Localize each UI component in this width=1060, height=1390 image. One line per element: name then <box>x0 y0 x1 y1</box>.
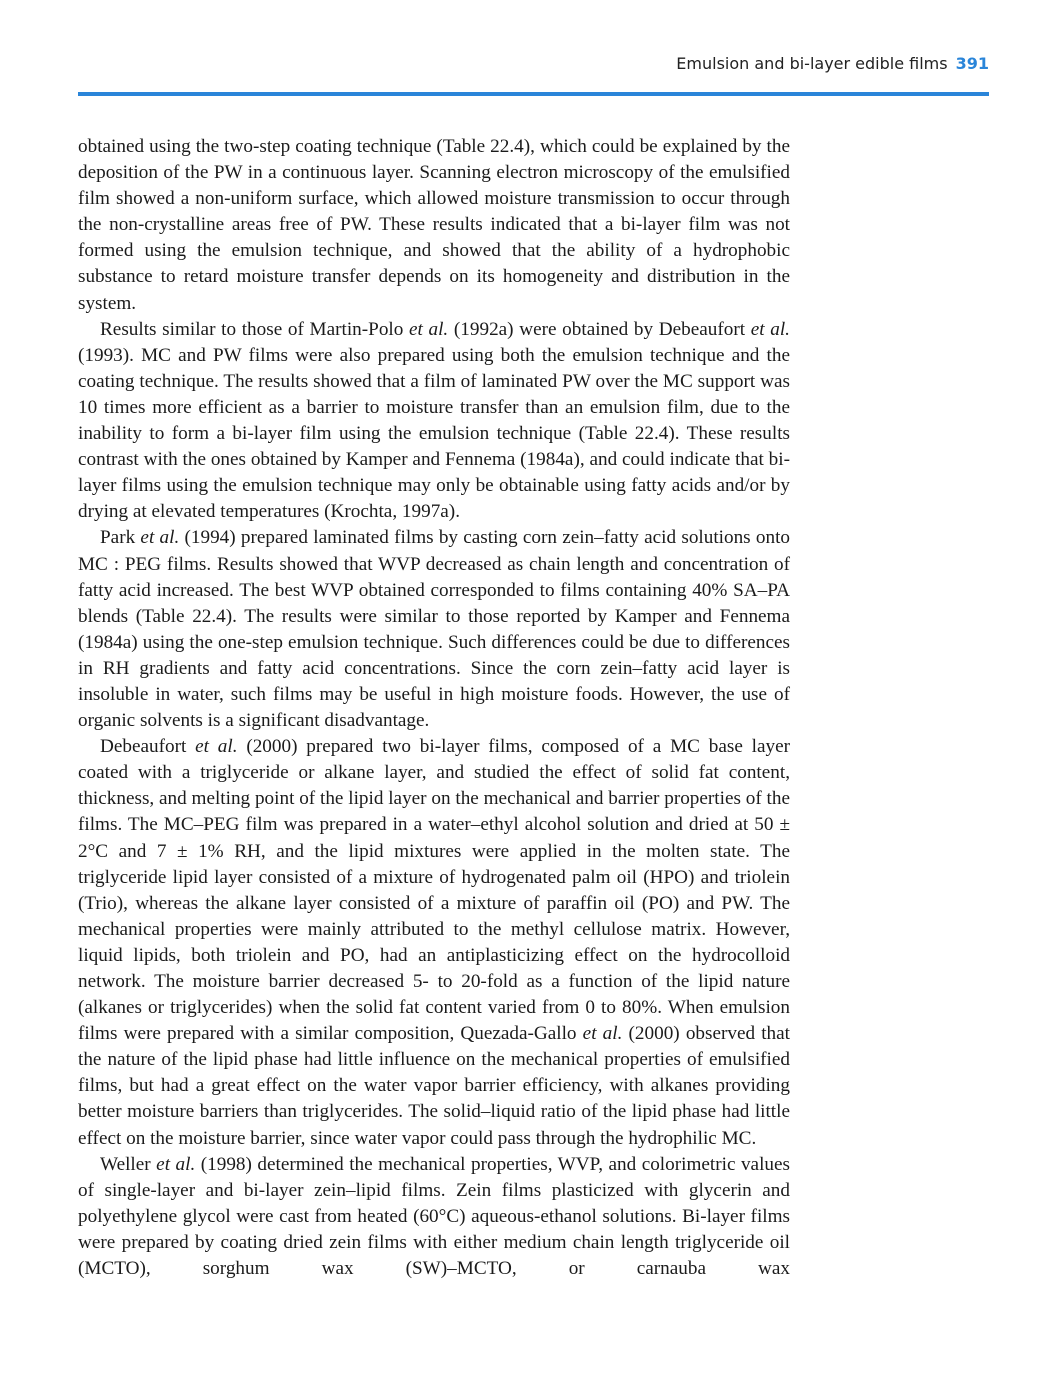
body-text <box>78 134 790 1282</box>
paragraph-text: Park <box>100 527 141 549</box>
paragraph-text: (1992a) were obtained by Debeaufort <box>448 318 751 340</box>
header-rule <box>78 92 989 96</box>
citation-etal: et al. <box>582 1023 623 1045</box>
paragraph-3 <box>78 525 790 734</box>
running-head-title: Emulsion and bi-layer edible films <box>676 54 948 73</box>
citation-etal: et al. <box>409 318 449 340</box>
paragraph-text: (1993). MC and PW films were also prepared using both the emulsion technique and the coating technique. The results showed that a film of laminated PW over the MC support was 10 times more efficient as a barrier to moisture transfer than an emulsion film, due to the inability to form a bi-layer film using the emulsion technique (Table 22.4). These results contrast with the ones obtained by Kamper and Fennema (1984a), and could indicate that bi-layer films using the emulsion technique may only be obtainable using fatty acids and/or by drying at elevated temperatures (Krochta, 1997a). <box>78 344 790 523</box>
paragraph-1 <box>78 134 790 317</box>
citation-etal: et al. <box>750 318 790 340</box>
paragraph-text: obtained using the two-step coating technique (Table 22.4), which could be explained by the deposition of the PW in a continuous layer. Scanning electron microscopy of the emulsified film showed a non-uniform surface, which allowed moisture transmission to occur through the non-crystalline areas free of PW. These results indicated that a bi-layer film was not formed using the emulsion technique, and showed that the ability of a hydrophobic substance to retard moisture transfer depends on its homogeneity and distribution in the system. <box>78 136 790 314</box>
paragraph-5 <box>78 1152 790 1282</box>
paragraph-text: (1998) determined the mechanical properties, WVP, and colorimetric values of single-layer and bi-layer zein–lipid films. Zein films plasticized with glycerin and polyethylene glycol were cast from heated (60°C) aqueous-ethanol solutions. Bi-layer films were prepared by coating dried zein films with either medium chain length triglyceride oil (MCTO), sorghum wax (SW)–MCTO, or carnauba wax <box>78 1153 790 1280</box>
running-head <box>78 54 989 80</box>
paragraph-4 <box>78 734 790 1152</box>
paragraph-2 <box>78 317 790 526</box>
paragraph-text: (2000) observed that the nature of the lipid phase had little influence on the mechanical properties of emulsified films, but had a great effect on the water vapor barrier efficiency, with alkanes providing better moisture barriers than triglycerides. The solid–liquid ratio of the lipid phase had little effect on the moisture barrier, since water vapor could pass through the hydrophilic MC. <box>78 1023 790 1149</box>
citation-etal: et al. <box>195 736 238 758</box>
paragraph-text: Weller <box>100 1153 157 1175</box>
paragraph-text: (1994) prepared laminated films by casting corn zein–fatty acid solutions onto MC : PEG films. Results showed that WVP decreased as chain length and concentration of fatty acid increased. The best WVP obtained corresponded to films containing 40% SA–PA blends (Table 22.4). The results were similar to those reported by Kamper and Fennema (1984a) using the one-step emulsion technique. Such differences could be due to differences in RH gradients and fatty acid concentrations. Since the corn zein–fatty acid layer is insoluble in water, such films may be useful in high moisture foods. However, the use of organic solvents is a significant disadvantage. <box>78 527 791 732</box>
citation-etal: et al. <box>140 527 180 549</box>
paragraph-text: (2000) prepared two bi-layer films, composed of a MC base layer coated with a triglyceride or alkane layer, and studied the effect of solid fat content, thickness, and melting point of the lipid layer on the mechanical and barrier properties of the films. The MC–PEG film was prepared in a water–ethyl alcohol solution and dried at 50 ± 2°C and 7 ± 1% RH, and the lipid mixtures were applied in the molten state. The triglyceride lipid layer consisted of a mixture of hydrogenated palm oil (HPO) and triolein (Trio), whereas the alkane layer consisted of a mixture of paraffin oil (PO) and PW. The mechanical properties were mainly attributed to the methyl cellulose matrix. However, liquid lipids, both triolein and PO, had an antiplasticizing effect on the hydrocolloid network. The moisture barrier decreased 5- to 20-fold as a function of the lipid nature (alkanes or triglycerides) when the solid fat content varied from 0 to 80%. When emulsion films were prepared with a similar composition, Quezada-Gallo <box>78 736 790 1045</box>
citation-etal: et al. <box>156 1153 196 1175</box>
paragraph-text: Debeaufort <box>100 736 196 758</box>
page-number: 391 <box>955 54 989 73</box>
paragraph-text: Results similar to those of Martin-Polo <box>100 318 409 340</box>
